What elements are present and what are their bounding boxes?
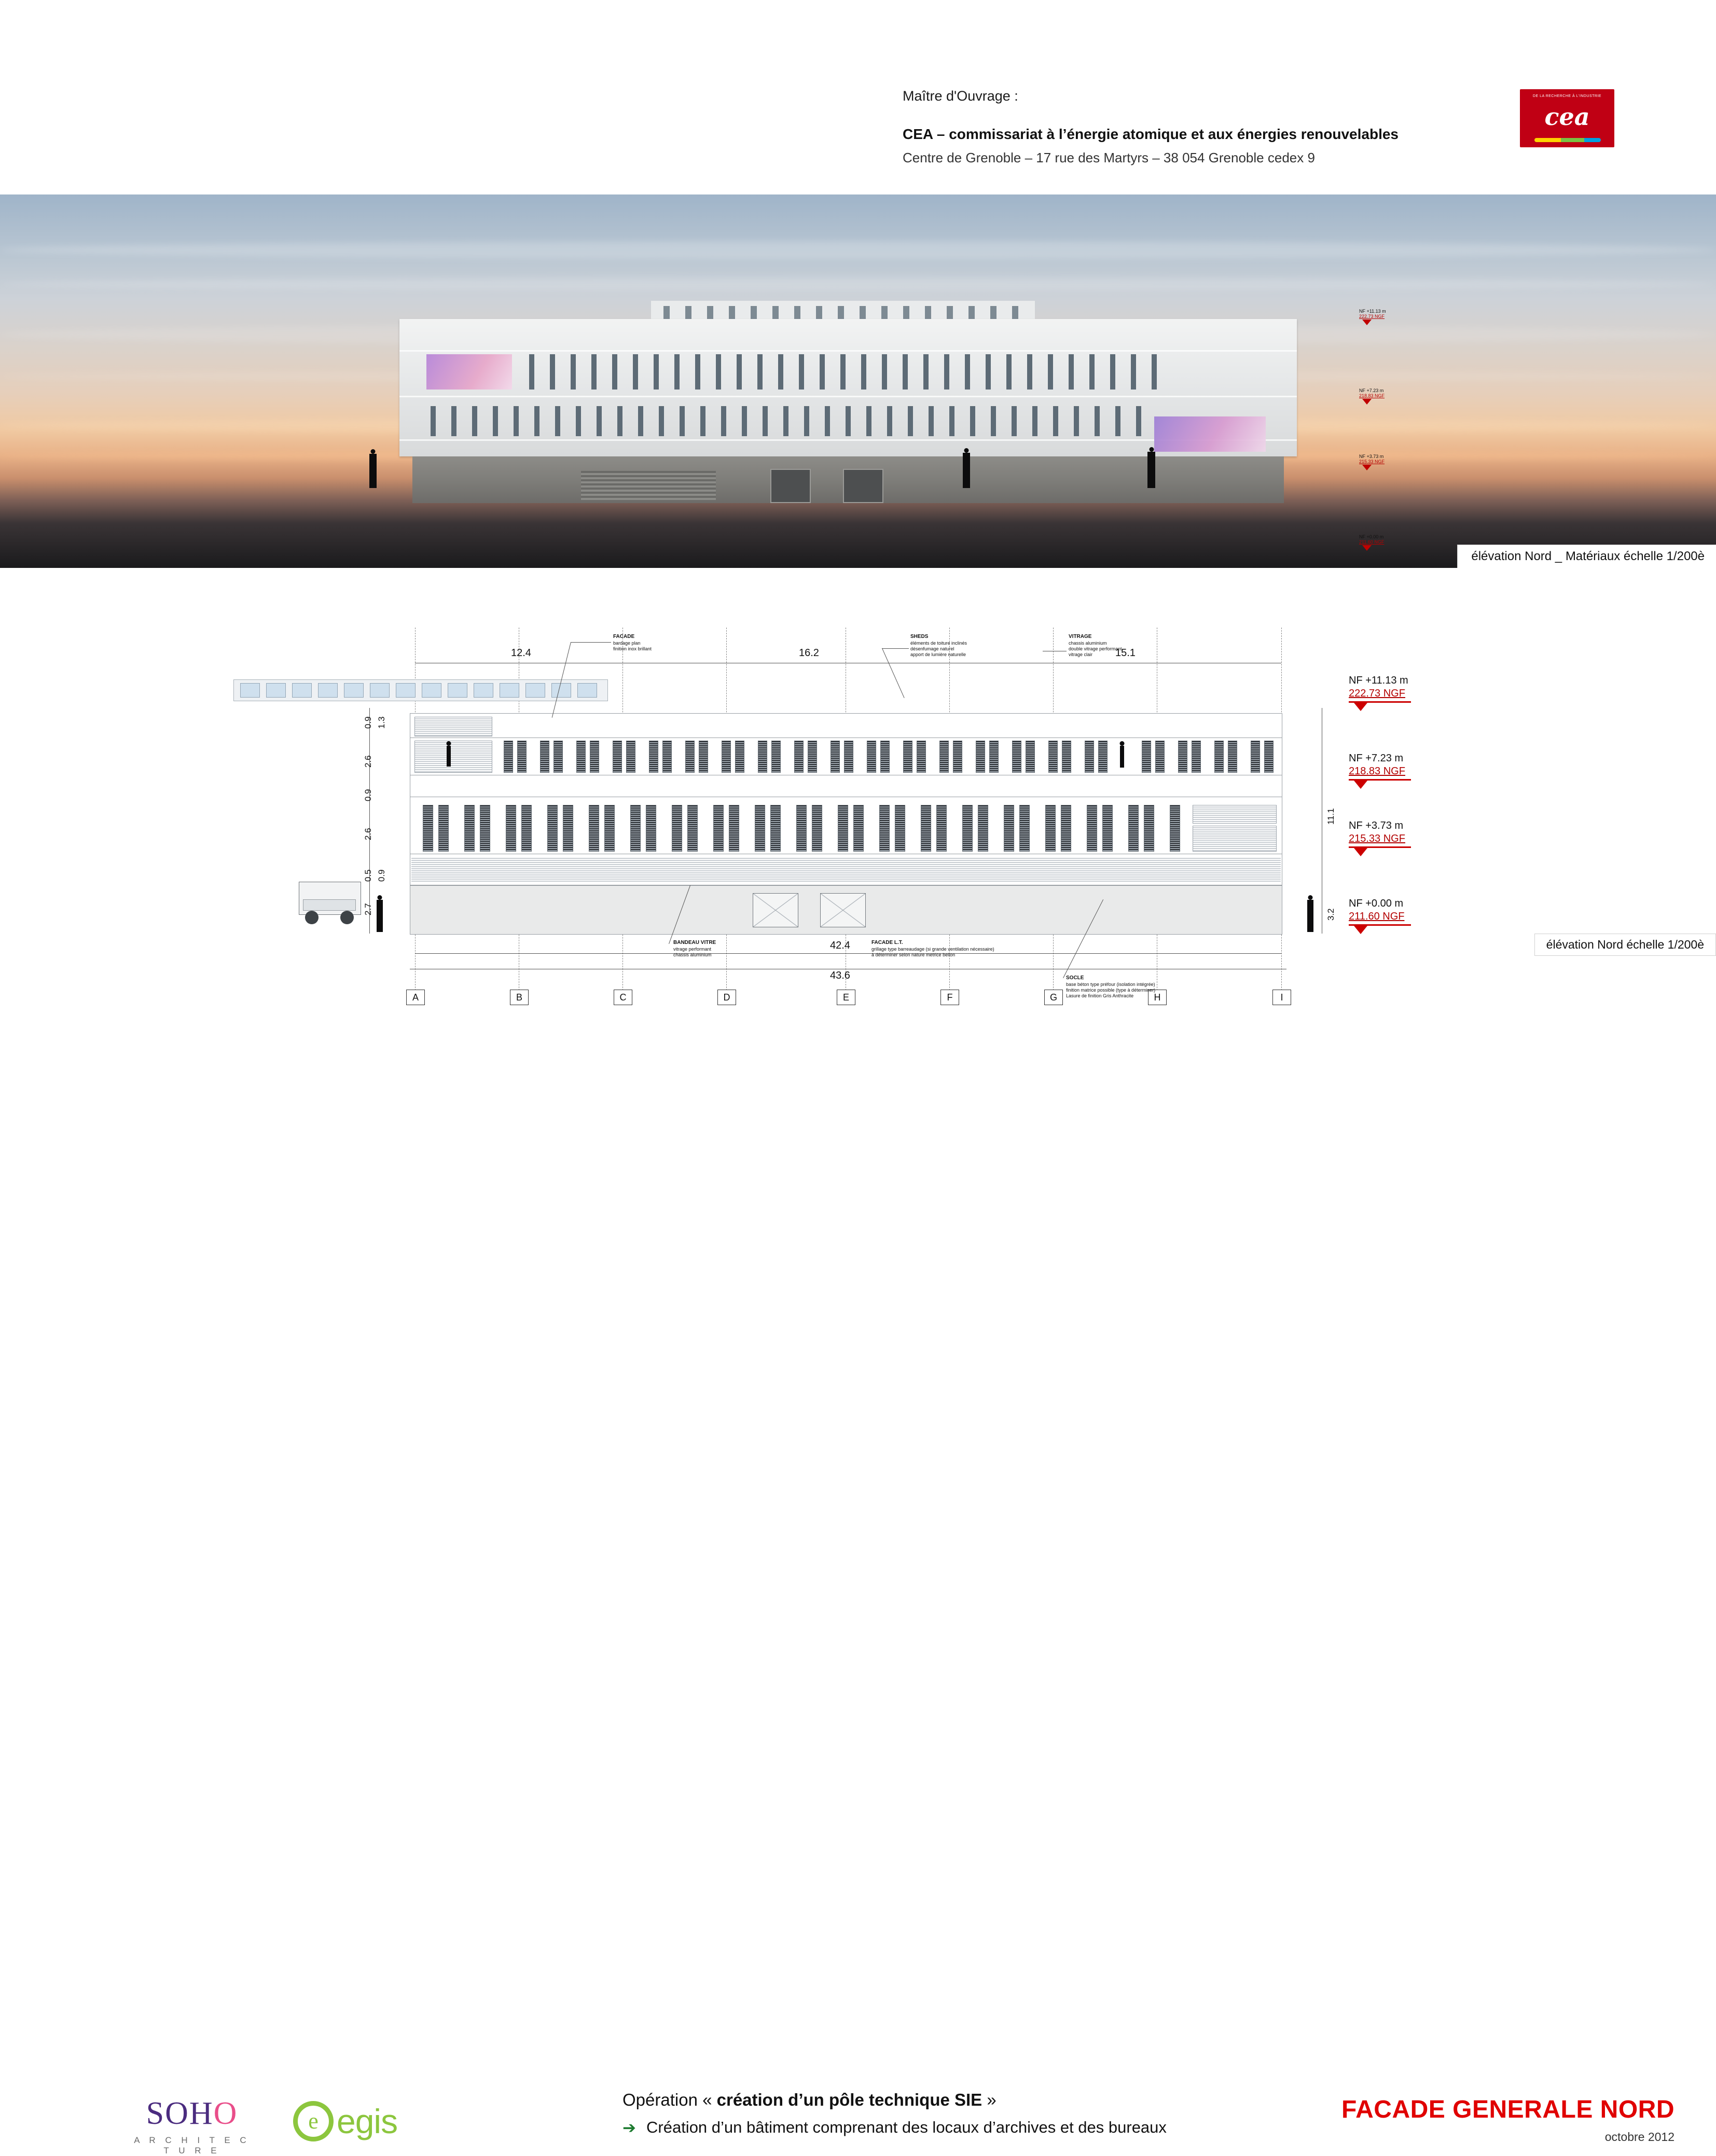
cea-logo-swoosh bbox=[1534, 138, 1601, 142]
cea-logo-word: cea bbox=[1544, 103, 1590, 131]
figure-silhouette bbox=[1120, 746, 1124, 768]
grid-label-b: B bbox=[510, 990, 529, 1005]
figure-silhouette bbox=[377, 900, 383, 932]
owner-label: Maître d'Ouvrage : bbox=[903, 88, 1018, 104]
vdim-2-6-lower: 2.6 bbox=[363, 828, 373, 840]
render-louvre bbox=[581, 471, 716, 500]
vdim-11-1: 11.1 bbox=[1326, 808, 1336, 825]
sheet-title: FACADE GENERALE NORD bbox=[1341, 2096, 1675, 2123]
vdim-0-5: 0.5 bbox=[363, 869, 373, 882]
egis-mark-icon: e bbox=[293, 2101, 334, 2141]
document-footer bbox=[0, 1032, 1716, 2155]
elevation-level-marker: NF +7.23 m 218.83 NGF bbox=[1349, 752, 1411, 789]
figure-silhouette bbox=[447, 746, 451, 767]
figure-silhouette bbox=[963, 453, 970, 488]
perspective-render bbox=[0, 194, 1716, 568]
render-door bbox=[770, 469, 811, 503]
glazed-band bbox=[411, 857, 1281, 882]
leader-line bbox=[571, 642, 611, 643]
cloud-band bbox=[0, 241, 1716, 259]
render-lit-panel-left bbox=[426, 354, 512, 390]
elevation-level-marker: NF +0.00 m 211.60 NGF bbox=[1349, 897, 1411, 934]
soho-architecture-logo bbox=[127, 2095, 257, 2156]
operation-subtitle-text: Création d’un bâtiment comprenant des locaux d’archives et des bureaux bbox=[646, 2118, 1167, 2136]
sheet-date: octobre 2012 bbox=[1604, 2130, 1675, 2144]
elevation-plinth bbox=[410, 885, 1282, 935]
vdim-1-3: 1.3 bbox=[377, 716, 386, 729]
egis-logo bbox=[293, 2101, 397, 2142]
annotation-sheds: SHEDS éléments de toiture inclinés désenfumage naturel apport de lumière naturelle bbox=[910, 634, 967, 657]
vdim-2-7: 2.7 bbox=[363, 903, 373, 915]
overall-dimension-line-1 bbox=[415, 953, 1281, 954]
vdim-0-9: 0.9 bbox=[363, 716, 373, 729]
sheet-title-block bbox=[1341, 2095, 1675, 2144]
operation-title: Opération « création d’un pôle technique SIE » bbox=[622, 2090, 997, 2109]
cloud-band bbox=[0, 277, 1716, 291]
document-header bbox=[0, 0, 1716, 194]
vdim-2-6-upper: 2.6 bbox=[363, 755, 373, 768]
annotation-vitrage: VITRAGE chassis aluminium double vitrage performant vitrage clair bbox=[1069, 634, 1122, 657]
egis-wordmark: egis bbox=[337, 2102, 398, 2140]
glass-panel bbox=[1193, 826, 1277, 852]
cea-logo-tagline: DE LA RECHERCHE À L'INDUSTRIE bbox=[1532, 94, 1602, 98]
operation-subtitle bbox=[622, 2118, 1307, 2137]
plinth-door bbox=[753, 893, 798, 927]
leader-line bbox=[882, 648, 909, 649]
elevation-level-marker: NF +3.73 m 215.33 NGF bbox=[1349, 819, 1411, 856]
owner-name: CEA – commissariat à l’énergie atomique et aux énergies renouvelables bbox=[903, 126, 1399, 142]
figure-silhouette bbox=[369, 454, 377, 488]
elevation-body bbox=[410, 713, 1281, 884]
elevation-facade bbox=[410, 713, 1282, 885]
overall-dim-42-4: 42.4 bbox=[830, 940, 850, 951]
grid-label-a: A bbox=[406, 990, 425, 1005]
dimension-line-left bbox=[369, 708, 370, 934]
dimension-12-4: 12.4 bbox=[511, 647, 531, 659]
render-facade bbox=[399, 319, 1297, 456]
vdim-0-9-mid: 0.9 bbox=[363, 789, 373, 801]
overall-dim-43-6: 43.6 bbox=[830, 970, 850, 981]
render-level-marker: NF +3.73 m 215.33 NGF bbox=[1359, 454, 1385, 470]
dimension-16-2: 16.2 bbox=[799, 647, 819, 659]
annotation-facade: FACADE bardage plan finition inox brillant bbox=[613, 634, 652, 651]
owner-address: Centre de Grenoble – 17 rue des Martyrs – 38 054 Grenoble cedex 9 bbox=[903, 150, 1315, 165]
plinth-door bbox=[820, 893, 866, 927]
annotation-bandeau-vitre: BANDEAU VITRE vitrage performant chassis aluminium bbox=[673, 940, 716, 957]
dimension-15-1: 15.1 bbox=[1115, 647, 1136, 659]
grid-label-f: F bbox=[940, 990, 959, 1005]
grid-label-d: D bbox=[717, 990, 736, 1005]
glass-panel bbox=[414, 717, 492, 736]
render-caption: élévation Nord _ Matériaux échelle 1/200è bbox=[1457, 545, 1716, 568]
figure-silhouette bbox=[1147, 452, 1155, 488]
grid-label-i: I bbox=[1272, 990, 1291, 1005]
truck-scale-figure bbox=[299, 877, 360, 934]
annotation-socle: SOCLE base béton type préfour (isolation intégrée) finition matrice possible (type à déterminer) Lasure de finition Gris Anthracite bbox=[1066, 975, 1156, 998]
annotation-facade-lt: FACADE L.T. grillage type barreaudage (si grande ventilation nécessaire) à déterminer selon nature metrice bellon bbox=[871, 940, 994, 957]
render-level-marker: NF +11.13 m 222.73 NGF bbox=[1359, 309, 1386, 325]
soho-subtitle: A R C H I T E C T U R E bbox=[134, 2135, 250, 2155]
elevation-caption: élévation Nord échelle 1/200è bbox=[1534, 934, 1716, 956]
figure-silhouette bbox=[1307, 900, 1313, 932]
cea-logo bbox=[1520, 89, 1614, 147]
glass-panel bbox=[414, 741, 492, 773]
render-building bbox=[399, 301, 1297, 503]
vdim-3-2: 3.2 bbox=[1326, 908, 1336, 921]
grid-label-h: H bbox=[1148, 990, 1167, 1005]
vdim-0-9-low: 0.9 bbox=[377, 869, 386, 882]
operation-block bbox=[622, 2090, 1307, 2137]
grid-label-c: C bbox=[614, 990, 632, 1005]
soho-wordmark: SOHO bbox=[146, 2096, 238, 2131]
render-lit-panel-right bbox=[1154, 416, 1266, 452]
glass-panel bbox=[1193, 805, 1277, 824]
owner-block bbox=[903, 88, 1525, 166]
grid-label-g: G bbox=[1044, 990, 1063, 1005]
render-level-marker: NF +0.00 m 211.60 NGF bbox=[1359, 534, 1384, 551]
elevation-level-marker: NF +11.13 m 222.73 NGF bbox=[1349, 674, 1411, 711]
roof-sheds bbox=[233, 679, 608, 701]
arrow-icon: ➔ bbox=[622, 2119, 636, 2137]
grid-label-e: E bbox=[837, 990, 855, 1005]
render-door bbox=[843, 469, 883, 503]
render-level-marker: NF +7.23 m 218.83 NGF bbox=[1359, 388, 1385, 405]
